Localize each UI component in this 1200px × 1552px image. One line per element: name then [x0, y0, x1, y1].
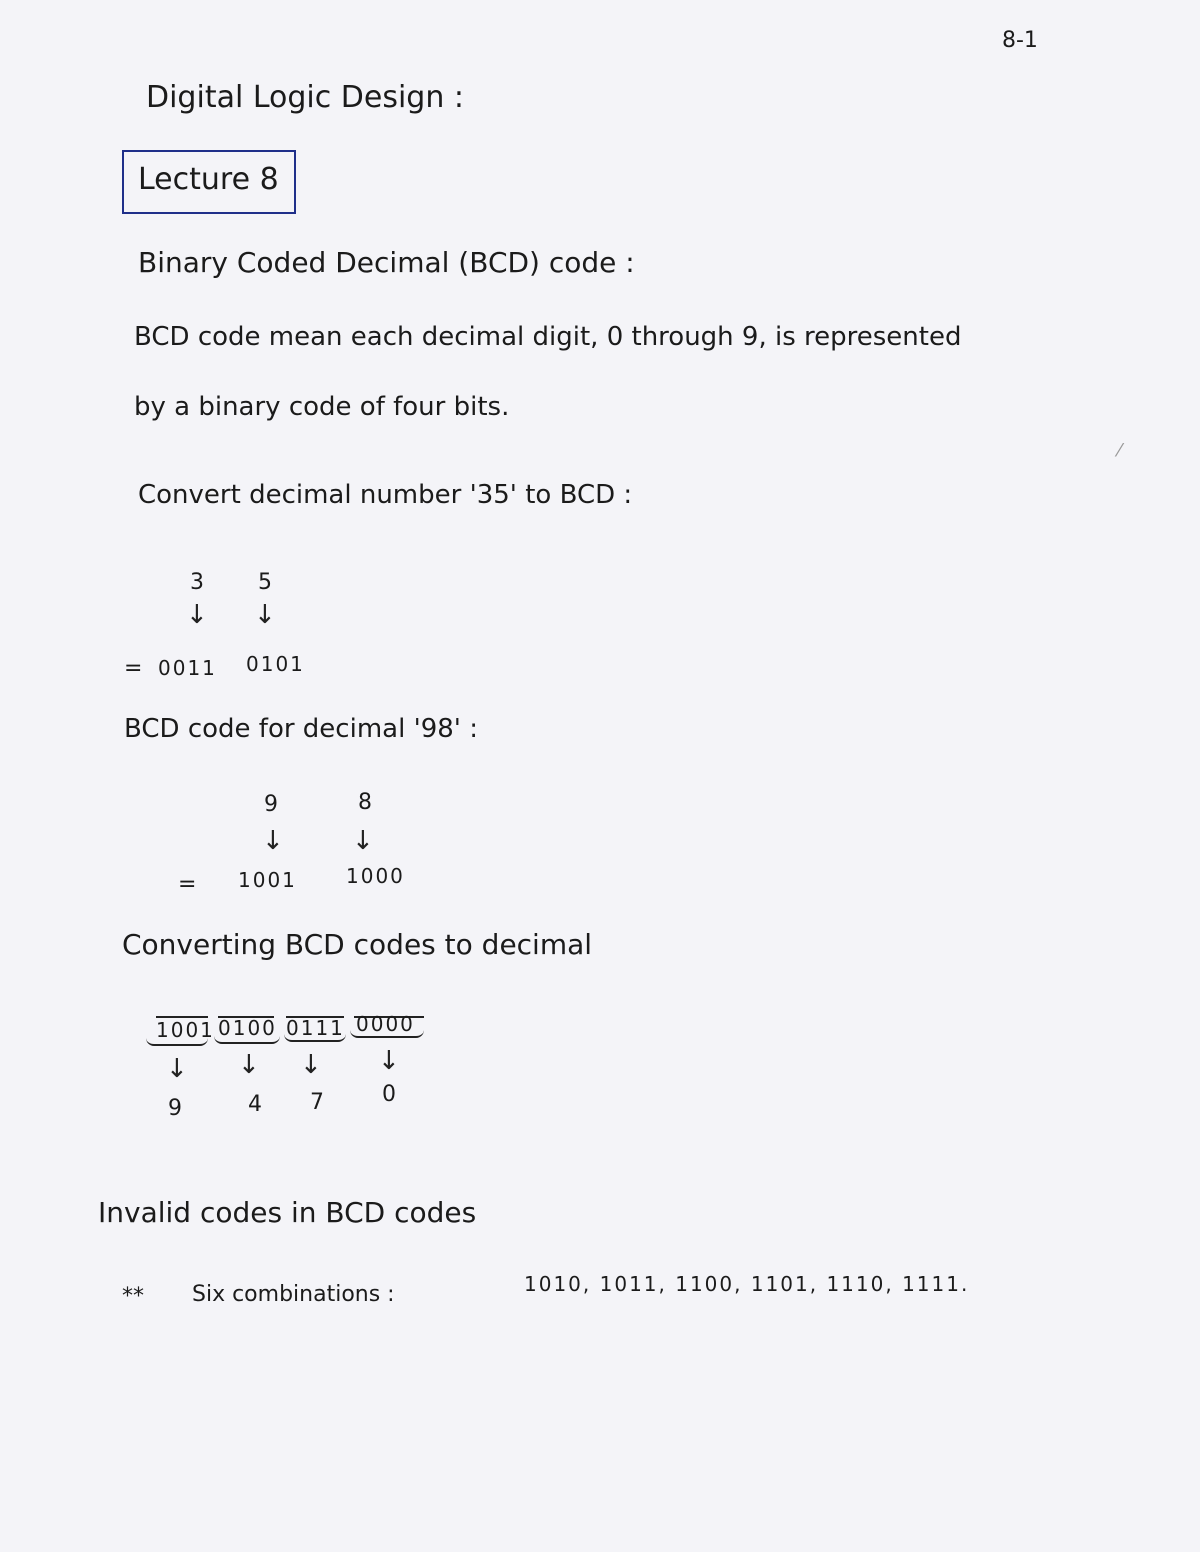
invalid-bullet: ** — [122, 1284, 144, 1309]
lecture-label: Lecture 8 — [138, 162, 279, 197]
invalid-codes-heading: Invalid codes in BCD codes — [98, 1196, 477, 1229]
example3-digit-7: 7 — [310, 1090, 324, 1115]
example3-digit-9: 9 — [168, 1096, 182, 1121]
down-arrow-icon: ↓ — [300, 1050, 322, 1080]
example1-code-0011: 0011 — [158, 656, 217, 680]
example2-digit-8: 8 — [358, 790, 372, 815]
example1-code-0101: 0101 — [246, 652, 305, 676]
example2-code-1000: 1000 — [346, 864, 405, 888]
example3-digit-0: 0 — [382, 1082, 396, 1107]
bcd-heading: Binary Coded Decimal (BCD) code : — [138, 246, 635, 279]
example3-code-0111: 0111 — [286, 1016, 345, 1040]
example1-digit-5: 5 — [258, 570, 272, 595]
example3-code-1001: 1001 — [156, 1018, 215, 1042]
underbrace — [284, 1030, 346, 1042]
down-arrow-icon: ↓ — [378, 1046, 400, 1076]
down-arrow-icon: ↓ — [166, 1054, 188, 1084]
example2-code-1001: 1001 — [238, 868, 297, 892]
example2-digit-9: 9 — [264, 792, 278, 817]
down-arrow-icon: ↓ — [254, 600, 276, 630]
example2-equals: = — [178, 872, 197, 897]
example1-equals: = — [124, 656, 143, 681]
bcd-definition-line1: BCD code mean each decimal digit, 0 through 9, is represented — [134, 322, 962, 352]
invalid-codes-list: 1010, 1011, 1100, 1101, 1110, 1111. — [524, 1272, 970, 1296]
example1-heading: Convert decimal number '35' to BCD : — [138, 480, 633, 510]
example2-heading: BCD code for decimal '98' : — [124, 714, 478, 744]
margin-mark: ⁄ — [1118, 440, 1122, 461]
underbrace — [350, 1026, 424, 1038]
underbrace — [214, 1032, 280, 1044]
down-arrow-icon: ↓ — [352, 826, 374, 856]
page-title: Digital Logic Design : — [146, 80, 465, 115]
down-arrow-icon: ↓ — [238, 1050, 260, 1080]
bcd-definition-line2: by a binary code of four bits. — [134, 392, 510, 422]
down-arrow-icon: ↓ — [186, 600, 208, 630]
underbrace — [146, 1034, 208, 1046]
down-arrow-icon: ↓ — [262, 826, 284, 856]
invalid-label: Six combinations : — [192, 1282, 395, 1307]
example3-code-0000: 0000 — [356, 1012, 415, 1036]
example1-digit-3: 3 — [190, 570, 204, 595]
example3-heading: Converting BCD codes to decimal — [122, 928, 593, 961]
example3-digit-4: 4 — [248, 1092, 262, 1117]
example3-code-0100: 0100 — [218, 1016, 277, 1040]
page-number: 8-1 — [1002, 28, 1038, 53]
